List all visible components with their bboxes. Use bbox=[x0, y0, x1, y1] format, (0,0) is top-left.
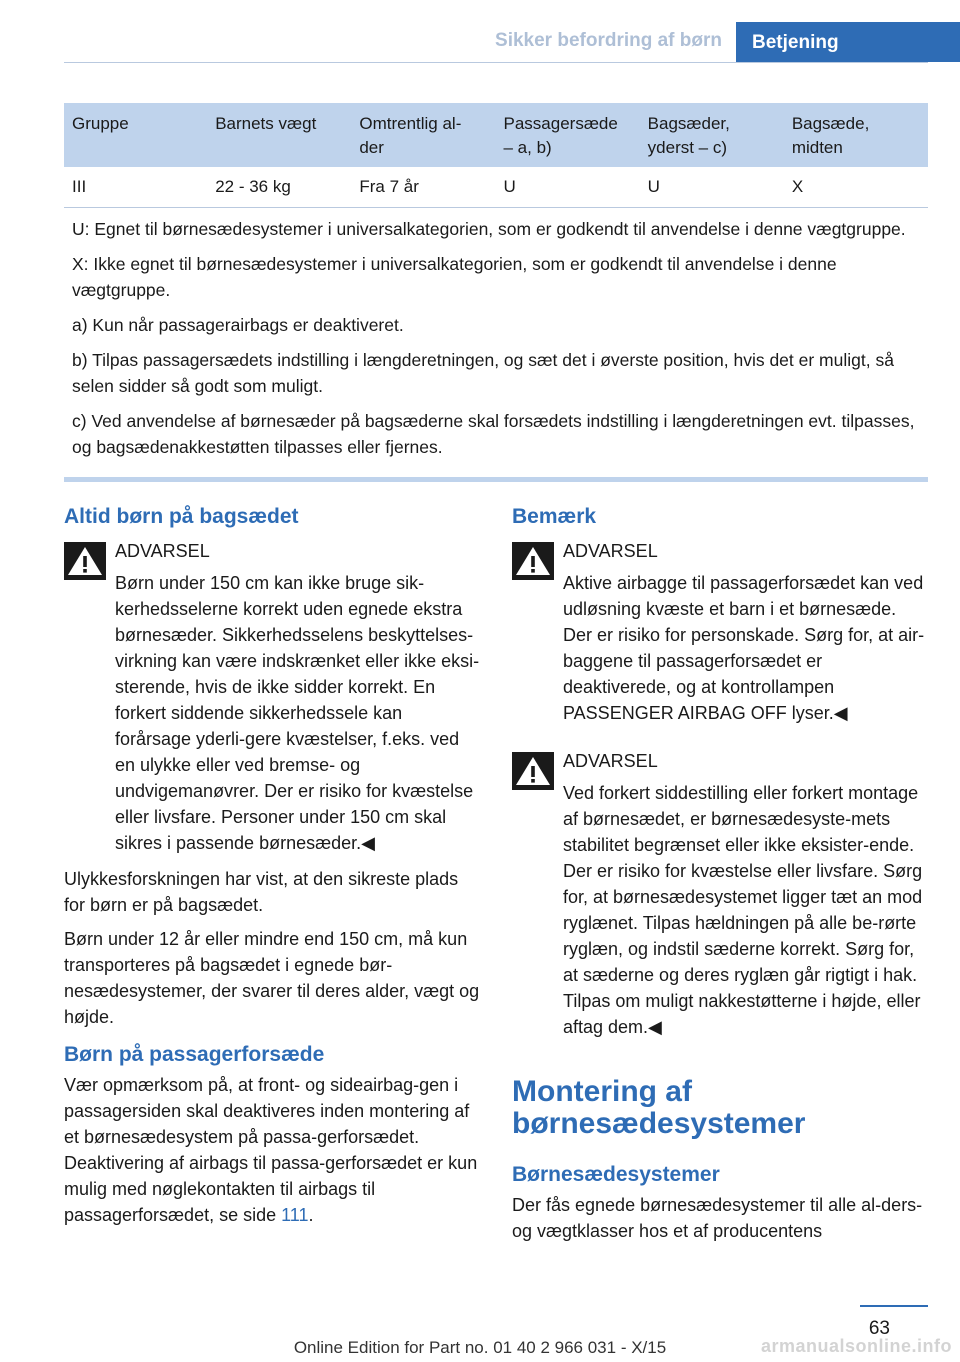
body-paragraph: Vær opmærksom på, at front- og sideairbag-gen i passagersiden skal deaktiveres inden montering af et børnesædesystem på passa-gerforsædet. Deaktivering af airbags til passa-gerforsædet er kun mulig med nøglekontakten til airbags til passagerforsædet, se side 111. bbox=[64, 1075, 478, 1225]
warning-icon bbox=[64, 542, 106, 580]
warning-text: Aktive airbagge til passagerforsædet kan ved udløsning kvæste et barn i et børnesæde. Der er risiko for personskade. Sørg for, at air-baggene til passagerforsædet er deaktiverede, og at kontrollampen PASSENGER AIRBAG OFF lyser.◀ bbox=[563, 573, 925, 723]
table-notes bbox=[64, 208, 928, 460]
watermark: armanualsonline.info bbox=[760, 1336, 952, 1356]
section-heading: Børnesædesystemer bbox=[512, 1163, 720, 1186]
right-column bbox=[512, 500, 928, 1252]
table-header-row bbox=[64, 103, 928, 167]
footer-edition: Online Edition for Part no. 01 40 2 966 031 - X/15 bbox=[293, 1338, 667, 1357]
warning-block bbox=[512, 538, 928, 726]
warning-title: ADVARSEL bbox=[115, 541, 210, 561]
table-header-cell: Bagsæder, yderst – c) bbox=[647, 114, 730, 157]
table-note: a) Kun når passagerairbags er deaktiveret. bbox=[72, 315, 404, 335]
header-rule bbox=[64, 62, 928, 63]
table-cell: X bbox=[791, 177, 804, 196]
section-heading: Børn på passagerforsæde bbox=[64, 1043, 325, 1066]
body-paragraph: Der fås egnede børnesædesystemer til alle al-ders- og vægtklasser hos et af producentens bbox=[512, 1195, 923, 1241]
warning-block bbox=[512, 748, 928, 1040]
warning-text: Ved forkert siddestilling eller forkert montage af børnesædet, er børnesædesyste-mets stabilitet begrænset eller ikke eksister-ende. Der er risiko for kvæstelse eller livsfare. Sørg for, at børnesædesystemet ligger tæt an mod ryglænet. Tilpas hældningen på alle be-rørte ryglæn, og indstil sæderne korrekt. Sørg for, at sæderne og deres ryglæn går rigtigt i hak. Tilpas om muligt nakkestøtterne i højde, eller aftag dem.◀ bbox=[563, 783, 923, 1037]
table-header-cell: Barnets vægt bbox=[215, 114, 317, 133]
table-note: U: Egnet til børnesædesystemer i universalkategorien, som er godkendt til anvendelse i denne vægtgruppe. bbox=[72, 219, 906, 239]
header-section-title: Sikker befordring af børn bbox=[495, 30, 722, 51]
left-column bbox=[64, 500, 480, 1236]
warning-title: ADVARSEL bbox=[563, 751, 658, 771]
warning-title: ADVARSEL bbox=[563, 541, 658, 561]
table-header-cell: Gruppe bbox=[72, 114, 129, 133]
body-paragraph: Børn under 12 år eller mindre end 150 cm, må kun transporteres på bagsædet i egnede bør-nesædesystemer, der svarer til deres alder, vægt og højde. bbox=[64, 929, 480, 1027]
warning-block bbox=[64, 538, 480, 856]
header-chapter-tab: Betjening bbox=[736, 22, 960, 62]
page-reference-link[interactable]: 111 bbox=[281, 1205, 309, 1225]
warning-icon bbox=[512, 752, 554, 790]
table-cell: 22 - 36 kg bbox=[215, 177, 291, 196]
table-header-cell: Passagersæde – a, b) bbox=[503, 114, 618, 157]
table-header-cell: Bagsæde, midten bbox=[791, 114, 870, 157]
table-cell: III bbox=[72, 177, 87, 196]
section-heading: Altid børn på bagsædet bbox=[64, 505, 299, 528]
page-number-rule bbox=[860, 1305, 928, 1307]
chapter-heading: Montering af børnesædesystemer bbox=[512, 1075, 806, 1140]
page-number: 63 bbox=[868, 1318, 890, 1339]
table-cell: Fra 7 år bbox=[359, 177, 419, 196]
table-bottom-rule bbox=[64, 477, 928, 482]
table-cell: U bbox=[647, 177, 660, 196]
seat-suitability-table bbox=[64, 103, 928, 469]
table-row bbox=[64, 167, 928, 208]
table-note: c) Ved anvendelse af børnesæder på bagsæderne skal forsædets indstilling i længderetningen evt. tilpasses, og bagsædenakkestøtten tilpasses eller fjernes. bbox=[72, 411, 915, 457]
warning-icon bbox=[512, 542, 554, 580]
table-header-cell: Omtrentlig al- der bbox=[359, 114, 462, 157]
table-cell: U bbox=[503, 177, 516, 196]
section-heading: Bemærk bbox=[512, 505, 597, 528]
warning-text: Børn under 150 cm kan ikke bruge sik-kerhedsselerne korrekt uden egnede ekstra børnesæder. Sikkerhedsselens beskyttelses-virkning kan være indskrænket eller ikke eksi-sterende, hvis de ikke sidder korrekt. En forkert siddende sikkerhedssele kan forårsage yderli-gere kvæstelser, f.eks. ved en ulykke eller ved bremse- og undvigemanøvrer. Der er risiko for kvæstelse eller livsfare. Personer under 150 cm skal sikres i passende børnesæder.◀ bbox=[115, 573, 480, 853]
table-note: b) Tilpas passagersædets indstilling i længderetningen, og sæt det i øverste position, hvis det er muligt, så selen sidder så godt som muligt. bbox=[72, 350, 894, 396]
table-note: X: Ikke egnet til børnesædesystemer i universalkategorien, som er godkendt til anvendelse i denne vægtgruppe. bbox=[72, 254, 837, 300]
body-paragraph: Ulykkesforskningen har vist, at den sikreste plads for børn er på bagsædet. bbox=[64, 869, 459, 915]
